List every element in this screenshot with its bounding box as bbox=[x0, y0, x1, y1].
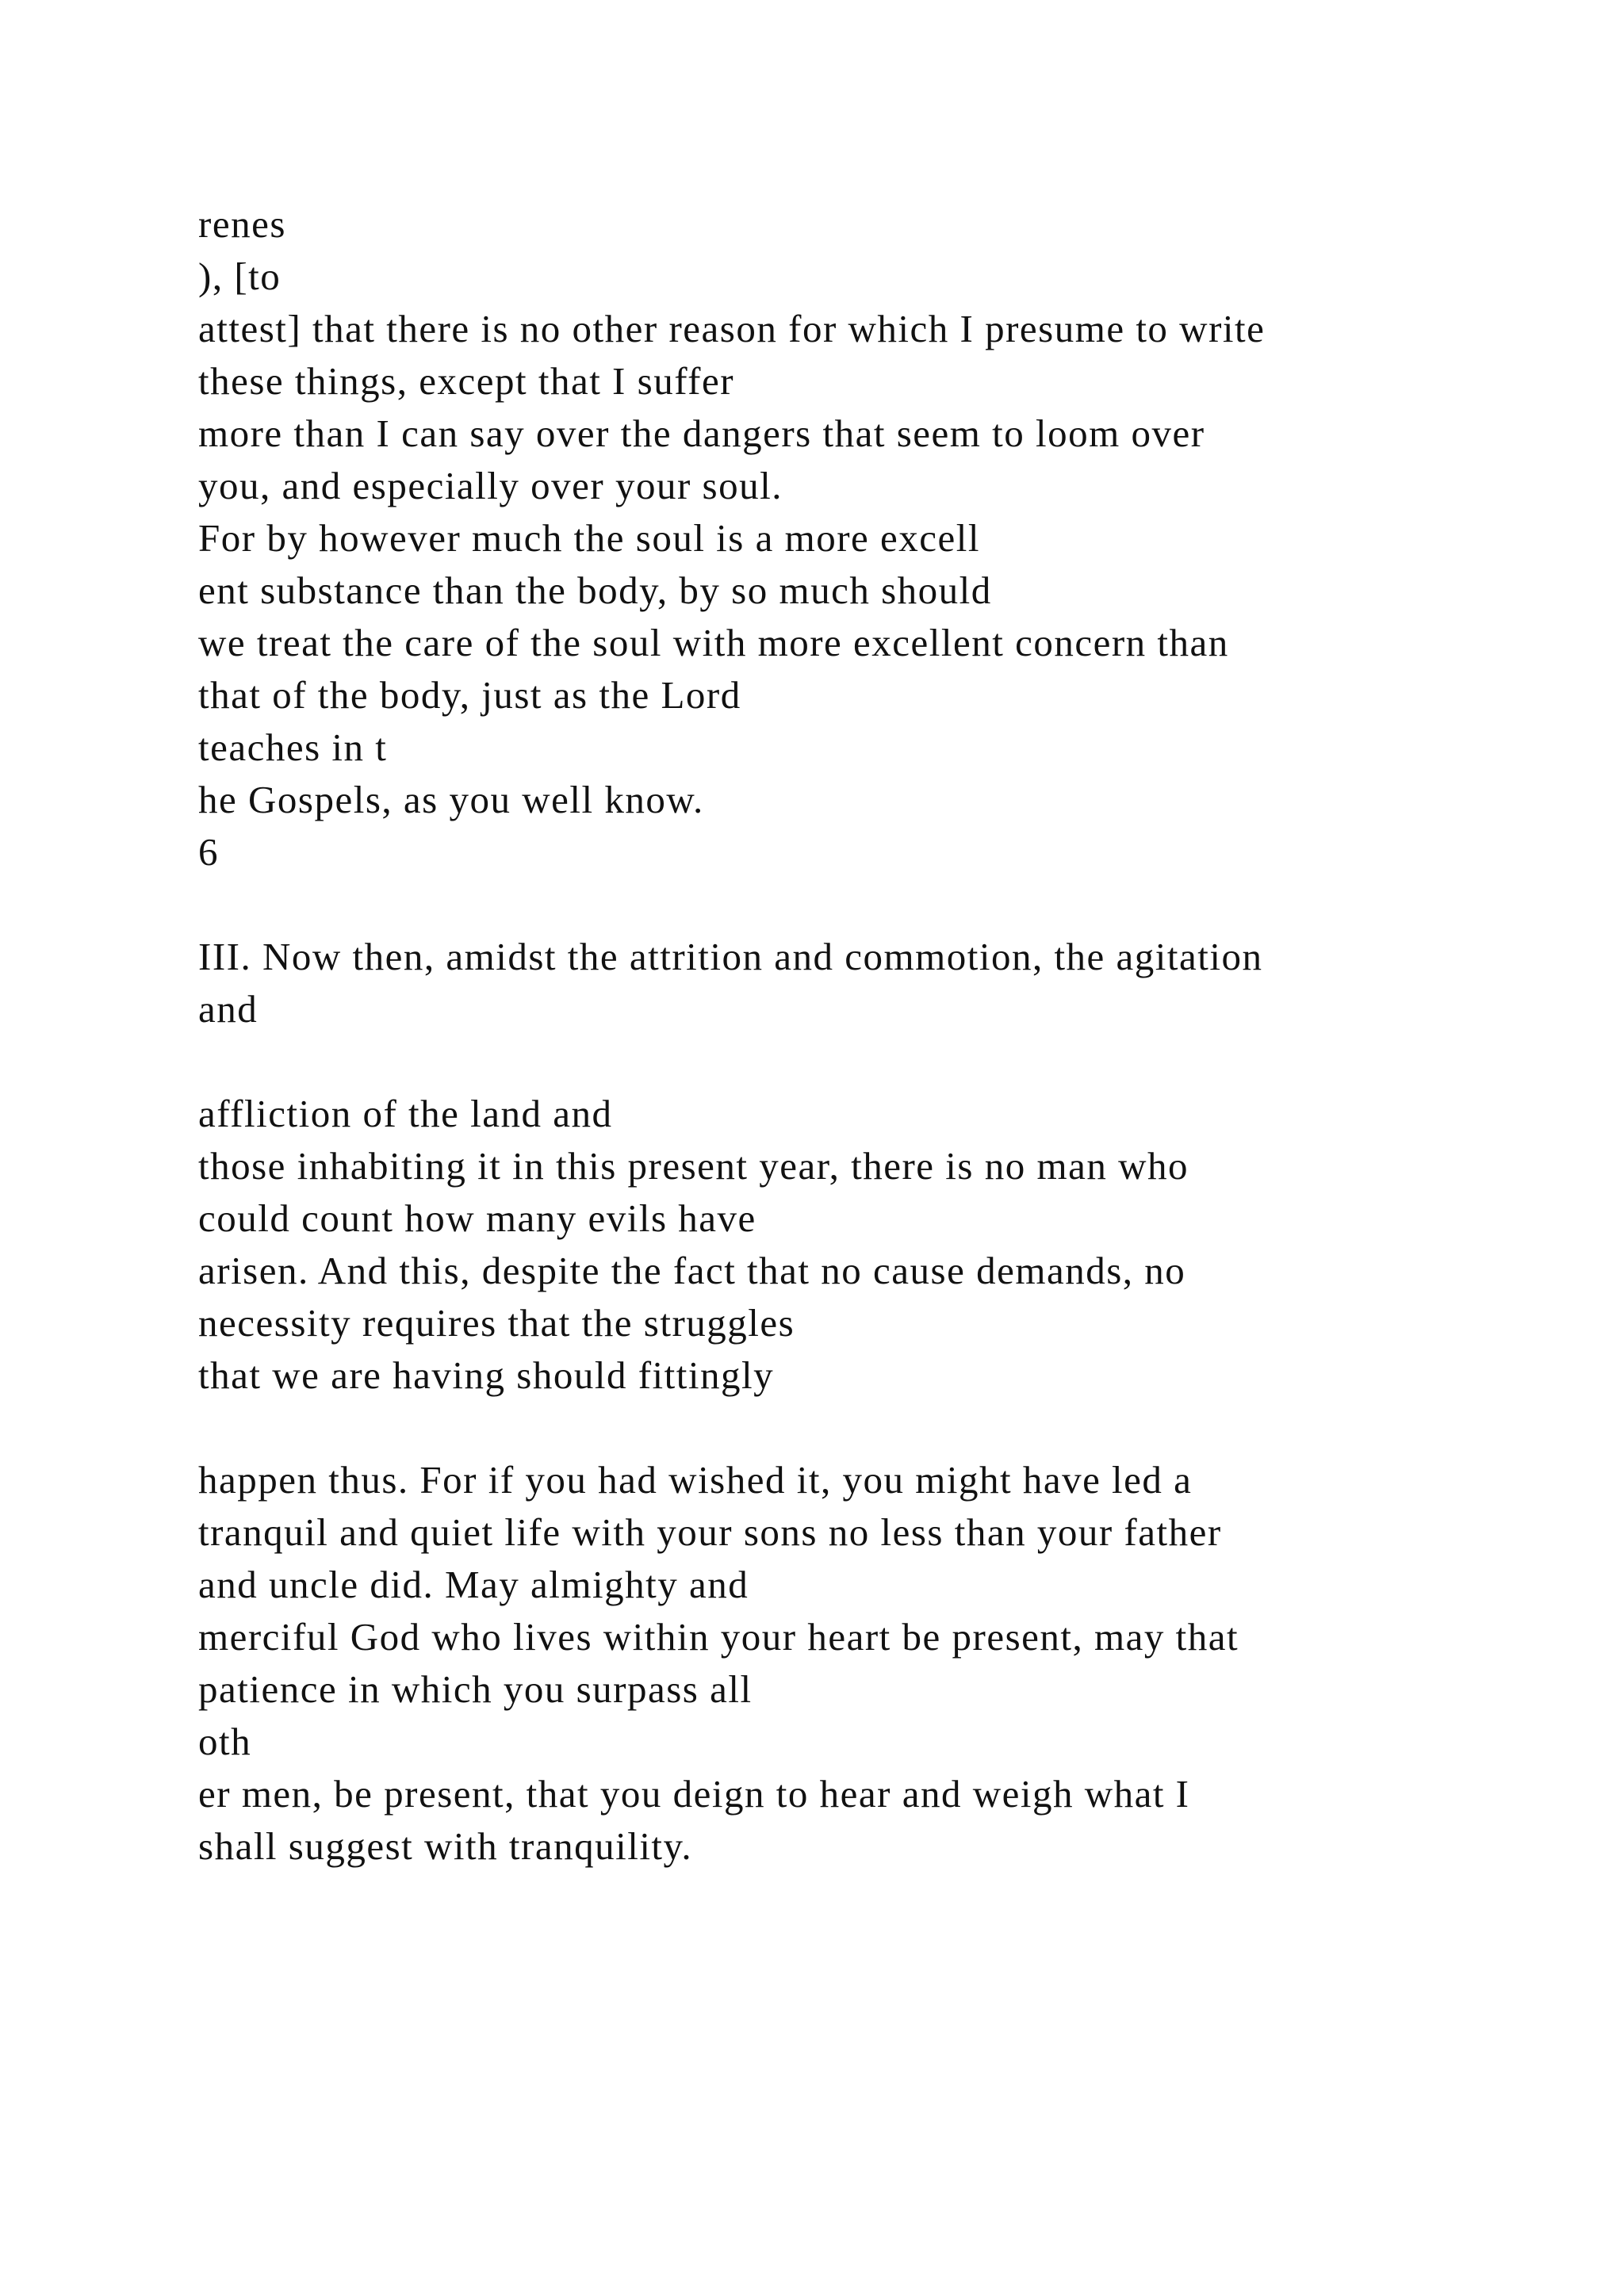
text-line: arisen. And this, despite the fact that no cause demands, no bbox=[198, 1249, 1186, 1292]
text-line: these things, except that I suffer bbox=[198, 359, 735, 403]
blank-line bbox=[198, 1402, 1546, 1454]
footnote-marker: 6 bbox=[198, 830, 219, 874]
text-line: happen thus. For if you had wished it, you might have led a bbox=[198, 1458, 1193, 1502]
text-line: patience in which you surpass all bbox=[198, 1667, 753, 1711]
text-line: necessity requires that the struggles bbox=[198, 1301, 795, 1345]
text-line: more than I can say over the dangers that seem to loom over bbox=[198, 411, 1205, 455]
text-line: merciful God who lives within your heart be present, may that bbox=[198, 1615, 1239, 1659]
blank-line bbox=[198, 1035, 1546, 1088]
text-line: that of the body, just as the Lord bbox=[198, 673, 741, 717]
text-line: that we are having should fittingly bbox=[198, 1353, 775, 1397]
text-line: and bbox=[198, 987, 259, 1031]
text-line: shall suggest with tranquility. bbox=[198, 1824, 693, 1868]
document-body bbox=[198, 198, 1546, 1873]
section-heading-line: III. Now then, amidst the attrition and commotion, the agitation bbox=[198, 935, 1263, 978]
text-line: oth bbox=[198, 1720, 252, 1763]
text-line: er men, be present, that you deign to hear and weigh what I bbox=[198, 1772, 1190, 1816]
text-line: ), [to bbox=[198, 254, 282, 298]
text-line: ent substance than the body, by so much should bbox=[198, 568, 992, 612]
text-line: renes bbox=[198, 202, 286, 246]
text-line: those inhabiting it in this present year, there is no man who bbox=[198, 1144, 1189, 1188]
text-line: tranquil and quiet life with your sons no less than your father bbox=[198, 1510, 1222, 1554]
text-line: For by however much the soul is a more excell bbox=[198, 516, 981, 560]
text-line: you, and especially over your soul. bbox=[198, 464, 783, 507]
text-line: attest] that there is no other reason for which I presume to write bbox=[198, 307, 1266, 350]
blank-line bbox=[198, 878, 1546, 931]
text-line: we treat the care of the soul with more excellent concern than bbox=[198, 621, 1229, 664]
text-line: teaches in t bbox=[198, 725, 388, 769]
text-line: and uncle did. May almighty and bbox=[198, 1563, 749, 1606]
text-line: could count how many evils have bbox=[198, 1196, 756, 1240]
text-line: he Gospels, as you well know. bbox=[198, 778, 704, 821]
text-line: affliction of the land and bbox=[198, 1092, 613, 1135]
